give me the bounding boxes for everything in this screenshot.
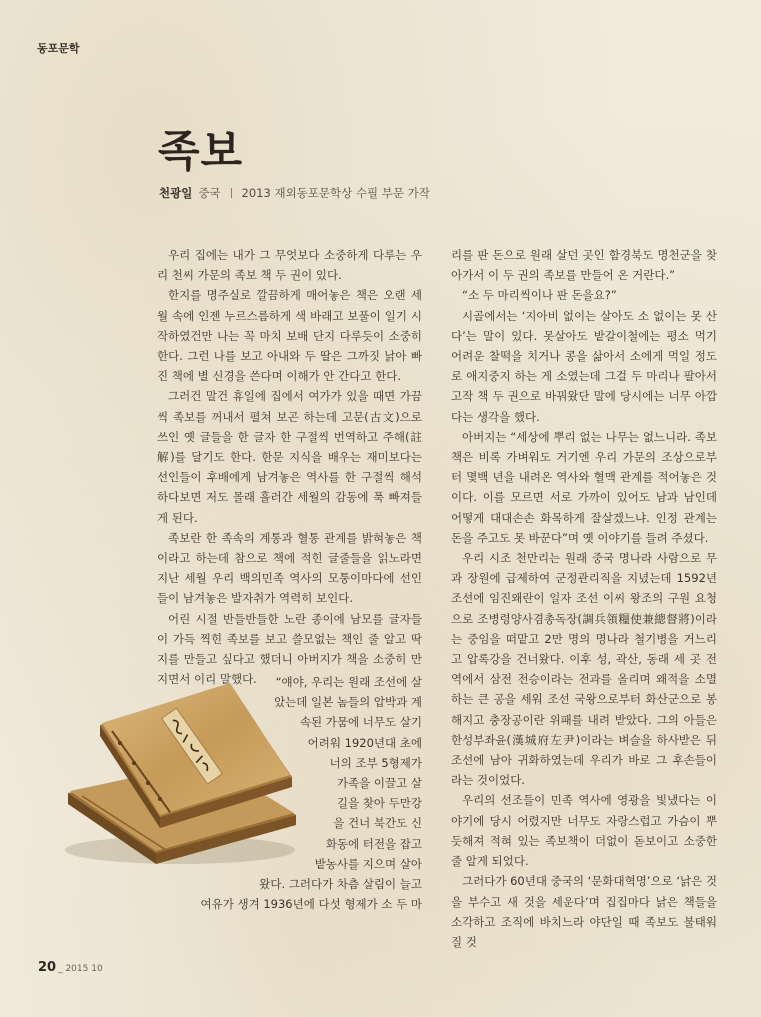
wrapped-paragraph <box>190 672 422 914</box>
paragraph: 우리의 선조들이 민족 역사에 영광을 빛냈다는 이야기에 당시 어렸지만 너무도 자랑스럽고 가슴이 뿌듯해져 적혀 있는 족보책이 더없이 돋보이고 소중한 줄 알게 되었다. <box>451 793 717 869</box>
paragraph: “소 두 마리씩이나 판 돈을요?” <box>462 288 617 303</box>
text-line: 았는데 일본 놈들의 압박과 계 <box>274 695 422 710</box>
text-line: 속된 가뭄에 너무도 살기 <box>299 715 422 730</box>
paragraph: 그러다가 60년대 중국의 ‘문화대혁명’으로 ‘낡은 것을 부수고 새 것을 세운다’며 집집마다 낡은 책들을 소각하고 조직에 바치느라 야단일 때 족보도 불태워질 것 <box>451 874 717 949</box>
page-number: 20 <box>38 960 57 975</box>
paragraph: 리를 판 돈으로 원래 살던 곳인 함경북도 명천군을 찾아가서 이 두 권의 족보를 만들어 온 거란다.” <box>451 248 717 283</box>
text-line: 가족을 이끌고 살 <box>336 776 422 791</box>
text-line: 여유가 생겨 1936년에 다섯 형제가 소 두 마 <box>200 897 422 912</box>
paragraph: 시골에서는 ‘지아비 없이는 살아도 소 없이는 못 산다’는 말이 있다. 못살아도 밭갈이철에는 평소 먹기 어려운 찰떡을 치거나 콩을 삶아서 소에게 먹일 정도로 애지중지 하는 게 소였는데 그걸 두 마리나 팔아서 고작 책 두 권으로 바꿔왔단 말에 당시에는 너무 아깝다는 생각을 했다. <box>451 308 717 424</box>
text-line: 왔다. 그러다가 차츰 살림이 늘고 <box>259 877 422 892</box>
text-line: 너의 조부 5형제가 <box>329 755 422 770</box>
paragraph: 우리 시조 천만리는 원래 중국 명나라 사람으로 무과 장원에 급제하여 군정관리직을 지녔는데 1592년 조선에 임진왜란이 일자 조선 이씨 왕조의 구원 요청으로 조병령양사겸총독장(調兵領糧使兼總督將)이라는 중임을 떠맡고 2만 명의 명나라 철기병을 거느리고 압록강을 건너왔다. 이후 성, 곽산, 동래 세 곳 전역에서 삼전 전승이라는 전과를 올리며 왜적을 소멸하는 큰 공을 세워 조선 국왕으로부터 화산군으로 봉해지고 충장공이란 위패를 내려 받았다. 그의 아들은 한성부좌윤(漢城府左尹)이라는 벼슬을 하사받은 뒤 조선에 남아 귀화하였는데 우리가 바로 그 후손들이라는 것이었다. <box>451 551 717 788</box>
section-label: 동포문학 <box>37 42 80 55</box>
paragraph: 어린 시절 반들반들한 노란 종이에 남모를 글자들이 가득 찍힌 족보를 보고 쓸모없는 책인 줄 알고 딱지를 만들고 싶다고 했더니 아버지가 책을 소중히 만지면서 이리 말했다. <box>157 611 422 687</box>
paragraph: 한지를 명주실로 깔끔하게 매어놓은 책은 오랜 세월 속에 인젠 누르스름하게 색 바래고 보풀이 일기 시작하였건만 나는 꼭 마치 보배 단지 다루듯이 소중히 한다. 그런 나를 보고 아내와 두 딸은 그까짓 낡아 빠진 책에 별 신경을 쓴다며 이해가 안 간다고 한다. <box>157 288 422 384</box>
issue-date: _ 2015 10 <box>58 964 103 974</box>
author-name: 천광일 <box>159 186 193 200</box>
text-line: 어려워 1920년대 초에 <box>307 735 422 750</box>
paragraph: 그러건 말건 휴일에 집에서 여가가 있을 때면 가끔씩 족보를 꺼내서 펼쳐 보곤 하는데 고문(古文)으로 쓰인 옛 글들을 한 글자 한 구절씩 번역하고 주해(註解)를 달기도 한다. 한문 지식을 배우는 재미보다는 선인들이 후배에게 남겨놓은 역사를 한 구절씩 해석하다보면 저도 몰래 흘러간 세월의 감동에 푹 빠져들게 된다. <box>157 389 422 525</box>
article-title: 족보 <box>158 127 244 177</box>
byline <box>159 185 430 201</box>
left-column <box>157 245 422 689</box>
paragraph: 아버지는 “세상에 뿌리 없는 나무는 없느니라. 족보책은 비록 가벼워도 거기엔 우리 가문의 조상으로부터 몇백 년을 내려온 역사와 혈맥 관계를 적어놓은 것이다. 이를 모르면 서로 가까이 있어도 남과 남인데 어떻게 대대손손 화목하게 잘살겠느냐. 인정 관계는 돈을 주고도 못 바꾼다”며 옛 이야기를 들려 주셨다. <box>451 429 717 545</box>
paragraph: 우리 집에는 내가 그 무엇보다 소중하게 다루는 우리 천씨 가문의 족보 책 두 권이 있다. <box>157 248 422 283</box>
text-line: 밭농사를 지으며 살아 <box>314 856 422 871</box>
paragraph: 족보란 한 족속의 계통과 혈통 관계를 밝혀놓은 책이라고 하는데 참으로 책에 적힌 글줄들을 읽노라면 지난 세월 우리 백의민족 역사의 모퉁이마다에 선인들이 남겨놓은 발자취가 역력히 보인다. <box>157 530 422 606</box>
byline-divider <box>231 188 232 198</box>
page-footer <box>38 960 103 975</box>
text-line: 을 건너 북간도 신 <box>333 816 422 831</box>
right-column <box>451 245 717 952</box>
text-line: “얘야, 우리는 원래 조선에 살 <box>275 675 422 689</box>
award-text: 2013 재외동포문학상 수필 부문 가작 <box>241 186 430 200</box>
text-line: 화동에 터전을 잡고 <box>325 836 422 851</box>
author-country: 중국 <box>198 186 221 200</box>
text-line: 길을 찾아 두만강 <box>336 796 422 811</box>
